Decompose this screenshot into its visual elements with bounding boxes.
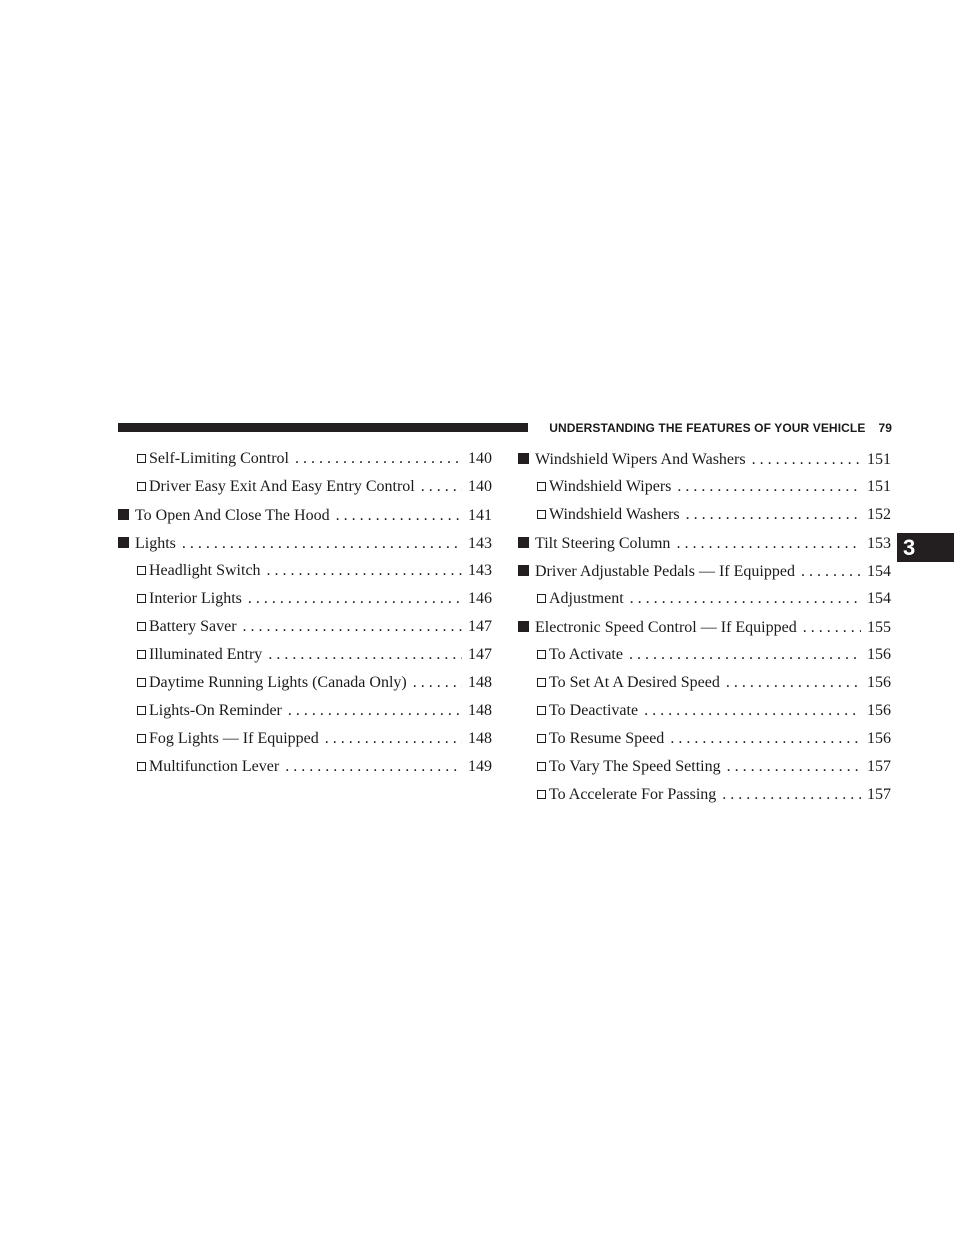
toc-entry[interactable]	[118, 472, 492, 500]
dot-leader	[421, 473, 462, 501]
toc-entry-page: 143	[468, 534, 492, 552]
toc-entry[interactable]	[518, 780, 891, 808]
page-number: 79	[878, 421, 892, 435]
filled-square-bullet-icon	[118, 528, 135, 556]
dot-leader	[677, 473, 861, 501]
toc-entry[interactable]	[518, 724, 891, 752]
dot-leader	[268, 641, 462, 669]
open-square-bullet-icon	[537, 472, 549, 500]
toc-entry-page: 146	[468, 589, 492, 607]
toc-entry-title: Electronic Speed Control — If Equipped	[535, 618, 797, 636]
open-square-bullet-icon	[537, 752, 549, 780]
toc-entry-title: Lights-On Reminder	[149, 701, 282, 719]
toc-entry-title: To Activate	[549, 645, 623, 663]
toc-entry-title: To Accelerate For Passing	[549, 785, 717, 803]
toc-entry[interactable]	[118, 444, 492, 472]
toc-entry[interactable]	[518, 556, 891, 584]
open-square-bullet-icon	[137, 752, 149, 780]
toc-entry-title: Driver Easy Exit And Easy Entry Control	[149, 477, 415, 495]
open-square-bullet-icon	[137, 472, 149, 500]
toc-entry-page: 149	[468, 757, 492, 775]
toc-entry-title: Interior Lights	[149, 589, 242, 607]
open-square-bullet-icon	[137, 584, 149, 612]
toc-entry-title: Adjustment	[549, 589, 624, 607]
toc-entry-page: 156	[867, 673, 891, 691]
toc-entry-page: 148	[468, 729, 492, 747]
dot-leader	[644, 697, 861, 725]
filled-square-bullet-icon	[118, 500, 135, 528]
open-square-bullet-icon	[137, 696, 149, 724]
toc-entry[interactable]	[518, 640, 891, 668]
toc-entry-page: 154	[867, 589, 891, 607]
toc-entry[interactable]	[118, 500, 492, 528]
open-square-bullet-icon	[537, 500, 549, 528]
toc-entry-page: 141	[468, 506, 492, 524]
toc-entry-page: 140	[468, 449, 492, 467]
open-square-bullet-icon	[137, 612, 149, 640]
chapter-tab: 3	[897, 533, 954, 562]
toc-entry-page: 156	[867, 729, 891, 747]
dot-leader	[676, 530, 861, 558]
toc-entry[interactable]	[118, 724, 492, 752]
toc-entry-title: Lights	[135, 534, 176, 552]
filled-square-bullet-icon	[518, 612, 535, 640]
toc-entry[interactable]	[518, 752, 891, 780]
open-square-bullet-icon	[537, 780, 549, 808]
toc-entry-page: 148	[468, 701, 492, 719]
toc-entry-page: 147	[468, 617, 492, 635]
open-square-bullet-icon	[137, 444, 149, 472]
toc-entry-title: Self-Limiting Control	[149, 449, 289, 467]
toc-entry[interactable]	[518, 528, 891, 556]
toc-right-column	[518, 444, 891, 808]
toc-entry[interactable]	[118, 556, 492, 584]
dot-leader	[629, 641, 861, 669]
toc-entry-title: Fog Lights — If Equipped	[149, 729, 319, 747]
dot-leader	[267, 557, 462, 585]
dot-leader	[727, 753, 861, 781]
toc-entry[interactable]	[518, 444, 891, 472]
open-square-bullet-icon	[537, 640, 549, 668]
toc-entry-page: 152	[867, 505, 891, 523]
running-header	[528, 420, 892, 436]
dot-leader	[325, 725, 462, 753]
toc-entry-title: Tilt Steering Column	[535, 534, 671, 552]
dot-leader	[670, 725, 861, 753]
filled-square-bullet-icon	[518, 528, 535, 556]
toc-entry-title: To Open And Close The Hood	[135, 506, 330, 524]
open-square-bullet-icon	[137, 640, 149, 668]
toc-entry-page: 140	[468, 477, 492, 495]
toc-entry-title: Windshield Wipers And Washers	[535, 450, 746, 468]
dot-leader	[285, 753, 462, 781]
dot-leader	[630, 585, 861, 613]
toc-entry[interactable]	[518, 696, 891, 724]
toc-entry-page: 151	[867, 450, 891, 468]
filled-square-bullet-icon	[518, 556, 535, 584]
toc-entry-title: To Set At A Desired Speed	[549, 673, 720, 691]
toc-entry[interactable]	[118, 640, 492, 668]
toc-entry[interactable]	[518, 584, 891, 612]
dot-leader	[752, 446, 861, 474]
toc-entry-title: Headlight Switch	[149, 561, 261, 579]
toc-entry-title: To Resume Speed	[549, 729, 665, 747]
dot-leader	[288, 697, 462, 725]
toc-entry-title: Daytime Running Lights (Canada Only)	[149, 673, 407, 691]
toc-entry[interactable]	[118, 668, 492, 696]
toc-entry-page: 157	[867, 757, 891, 775]
open-square-bullet-icon	[537, 668, 549, 696]
dot-leader	[801, 558, 861, 586]
dot-leader	[722, 781, 861, 809]
toc-entry[interactable]	[118, 612, 492, 640]
toc-entry-title: Battery Saver	[149, 617, 237, 635]
toc-entry-page: 148	[468, 673, 492, 691]
toc-entry[interactable]	[518, 668, 891, 696]
toc-entry-page: 156	[867, 645, 891, 663]
open-square-bullet-icon	[537, 584, 549, 612]
dot-leader	[295, 445, 462, 473]
dot-leader	[336, 502, 462, 530]
toc-entry[interactable]	[518, 500, 891, 528]
toc-entry-title: Driver Adjustable Pedals — If Equipped	[535, 562, 795, 580]
toc-entry[interactable]	[118, 696, 492, 724]
toc-entry-page: 147	[468, 645, 492, 663]
dot-leader	[248, 585, 462, 613]
filled-square-bullet-icon	[518, 444, 535, 472]
toc-entry[interactable]	[118, 584, 492, 612]
dot-leader	[182, 530, 462, 558]
toc-entry[interactable]	[518, 472, 891, 500]
toc-entry-title: To Deactivate	[549, 701, 639, 719]
toc-entry-title: Multifunction Lever	[149, 757, 280, 775]
toc-entry-page: 151	[867, 477, 891, 495]
open-square-bullet-icon	[537, 696, 549, 724]
toc-entry-page: 155	[867, 618, 891, 636]
toc-entry[interactable]	[518, 612, 891, 640]
open-square-bullet-icon	[137, 668, 149, 696]
toc-entry-page: 143	[468, 561, 492, 579]
header-rule	[118, 423, 528, 432]
toc-entry-title: To Vary The Speed Setting	[549, 757, 721, 775]
open-square-bullet-icon	[137, 556, 149, 584]
dot-leader	[413, 669, 462, 697]
dot-leader	[803, 614, 861, 642]
toc-entry-title: Windshield Wipers	[549, 477, 672, 495]
open-square-bullet-icon	[537, 724, 549, 752]
dot-leader	[726, 669, 861, 697]
toc-entry-title: Illuminated Entry	[149, 645, 263, 663]
dot-leader	[686, 501, 861, 529]
toc-left-column	[118, 444, 492, 780]
toc-entry-page: 154	[867, 562, 891, 580]
toc-entry-page: 157	[867, 785, 891, 803]
toc-entry[interactable]	[118, 752, 492, 780]
toc-entry-page: 153	[867, 534, 891, 552]
toc-entry-title: Windshield Washers	[549, 505, 680, 523]
open-square-bullet-icon	[137, 724, 149, 752]
toc-entry[interactable]	[118, 528, 492, 556]
dot-leader	[243, 613, 462, 641]
section-title: UNDERSTANDING THE FEATURES OF YOUR VEHICLE	[549, 421, 866, 435]
toc-entry-page: 156	[867, 701, 891, 719]
